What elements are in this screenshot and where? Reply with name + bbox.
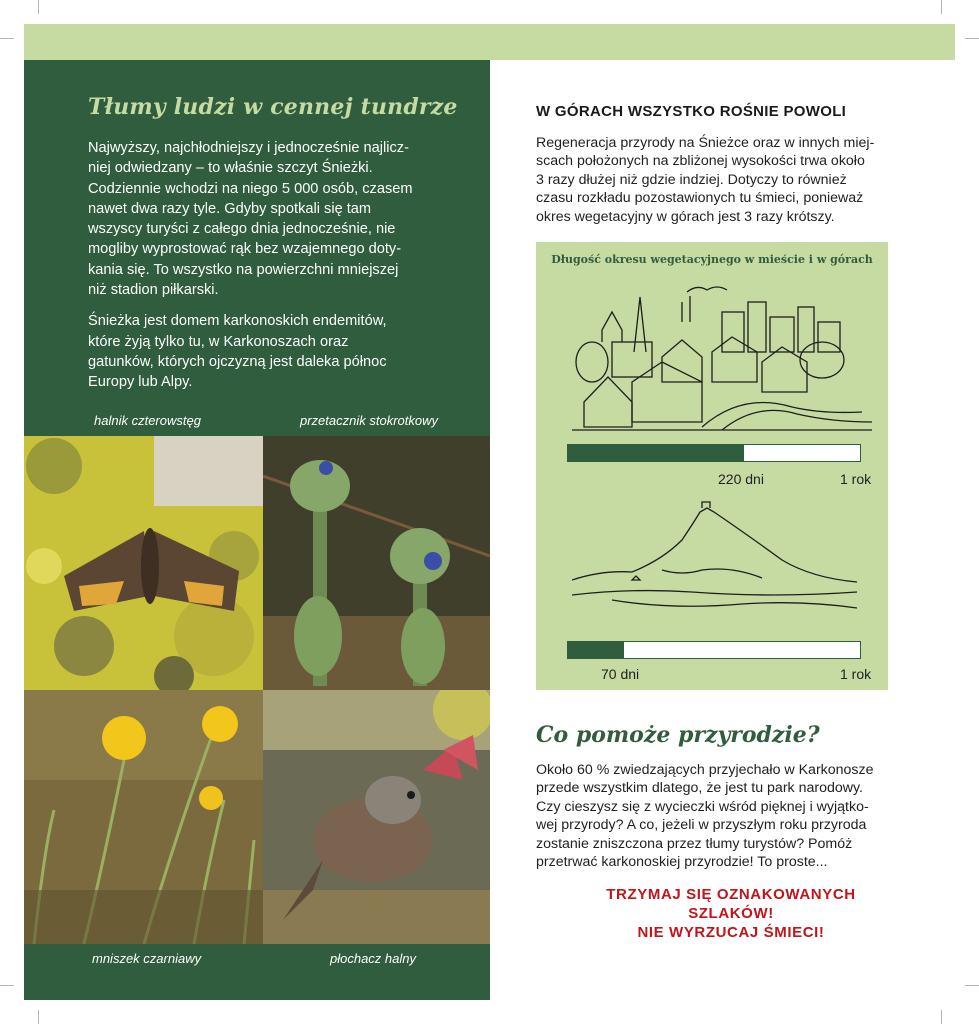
top-band <box>24 24 955 60</box>
right-paragraph: Regeneracja przyrody na Śnieżce oraz w innych miej- scach położonych na zbliżonej wysokości trwa około 3 razy dłużej niż gdzie indziej. Dotyczy to również czasu rozkładu pozostawionych tu śmieci, ponieważ okres wegetacyjny w górach jest 3 razy krótszy. <box>536 135 875 225</box>
right-title: Co pomoże przyrodzie? <box>536 722 820 748</box>
bar-value-label: 220 dni <box>718 471 764 487</box>
crop-mark <box>941 1010 942 1024</box>
cta-line: SZLAKÓW! <box>688 905 774 922</box>
call-to-action <box>536 885 926 942</box>
photo-accentor <box>263 690 490 944</box>
photo-caption: przetacznik stokrotkowy <box>300 413 438 428</box>
bar-value-label: 70 dni <box>601 666 640 682</box>
bar-mountains <box>568 642 624 658</box>
crop-mark <box>38 1010 39 1024</box>
cta-line: NIE WYRZUCAJ ŚMIECI! <box>637 924 825 941</box>
photo-veronica <box>263 436 490 690</box>
left-paragraph-1: Najwyższy, najchłodniejszy i jednocześnie najlicz- niej odwiedzany – to właśnie szczyt Śnieżki. Codziennie wchodzi na niego 5 000 osób, czasem nawet dwa razy tyle. Gdyby spotkali się tam wszyscy turyści z całego dnia jednocześnie, nie mogliby wyprostować rąk bez wzajemnego doty- kania się. To wszystko na powierzchni mniejszej niż stadion piłkarski. <box>88 140 413 299</box>
left-text <box>88 138 468 404</box>
bar-track-city <box>567 444 861 462</box>
crop-mark <box>941 0 942 14</box>
crop-mark <box>965 38 979 39</box>
crop-mark <box>38 0 39 14</box>
bar-city <box>568 445 744 461</box>
right-heading: W GÓRACH WSZYSTKO ROŚNIE POWOLI <box>536 103 847 120</box>
crop-mark <box>0 985 14 986</box>
city-illustration <box>572 282 872 432</box>
left-title: Tłumy ludzi w cennej tundrze <box>88 94 458 120</box>
cta-line: TRZYMAJ SIĘ OZNAKOWANYCH <box>606 886 856 903</box>
chart-title: Długość okresu wegetacyjnego w mieście i w górach <box>551 253 873 266</box>
crop-mark <box>0 38 14 39</box>
photo-caption: mniszek czarniawy <box>92 951 202 966</box>
left-paragraph-2: Śnieżka jest domem karkonoskich endemitów, które żyją tylko tu, w Karkonoszach oraz gatunków, których ojczyzną jest daleka północ Europy lub Alpy. <box>88 313 387 391</box>
photo-caption: płochacz halny <box>330 951 416 966</box>
crop-mark <box>965 985 979 986</box>
bar-max-label: 1 rok <box>840 666 872 682</box>
bar-track-mountains <box>567 641 861 659</box>
mountain-illustration <box>572 500 857 625</box>
right-paragraph-2: Około 60 % zwiedzających przyjechało w Karkonosze przede wszystkim dlatego, że jest tu park narodowy. Czy cieszysz się z wycieczki wśród pięknej i wyjątko- wej przyrody? A co, jeżeli w przyszłym roku przyroda zostanie zniszczona przez tłumy turystów? Pomóż przetrwać karkonoskiej przyrodzie! To proste... <box>536 762 874 871</box>
photo-dandelion <box>24 690 263 944</box>
photo-caption: halnik czterowstęg <box>94 413 201 428</box>
photo-moth <box>24 436 263 690</box>
bar-max-label: 1 rok <box>840 471 872 487</box>
